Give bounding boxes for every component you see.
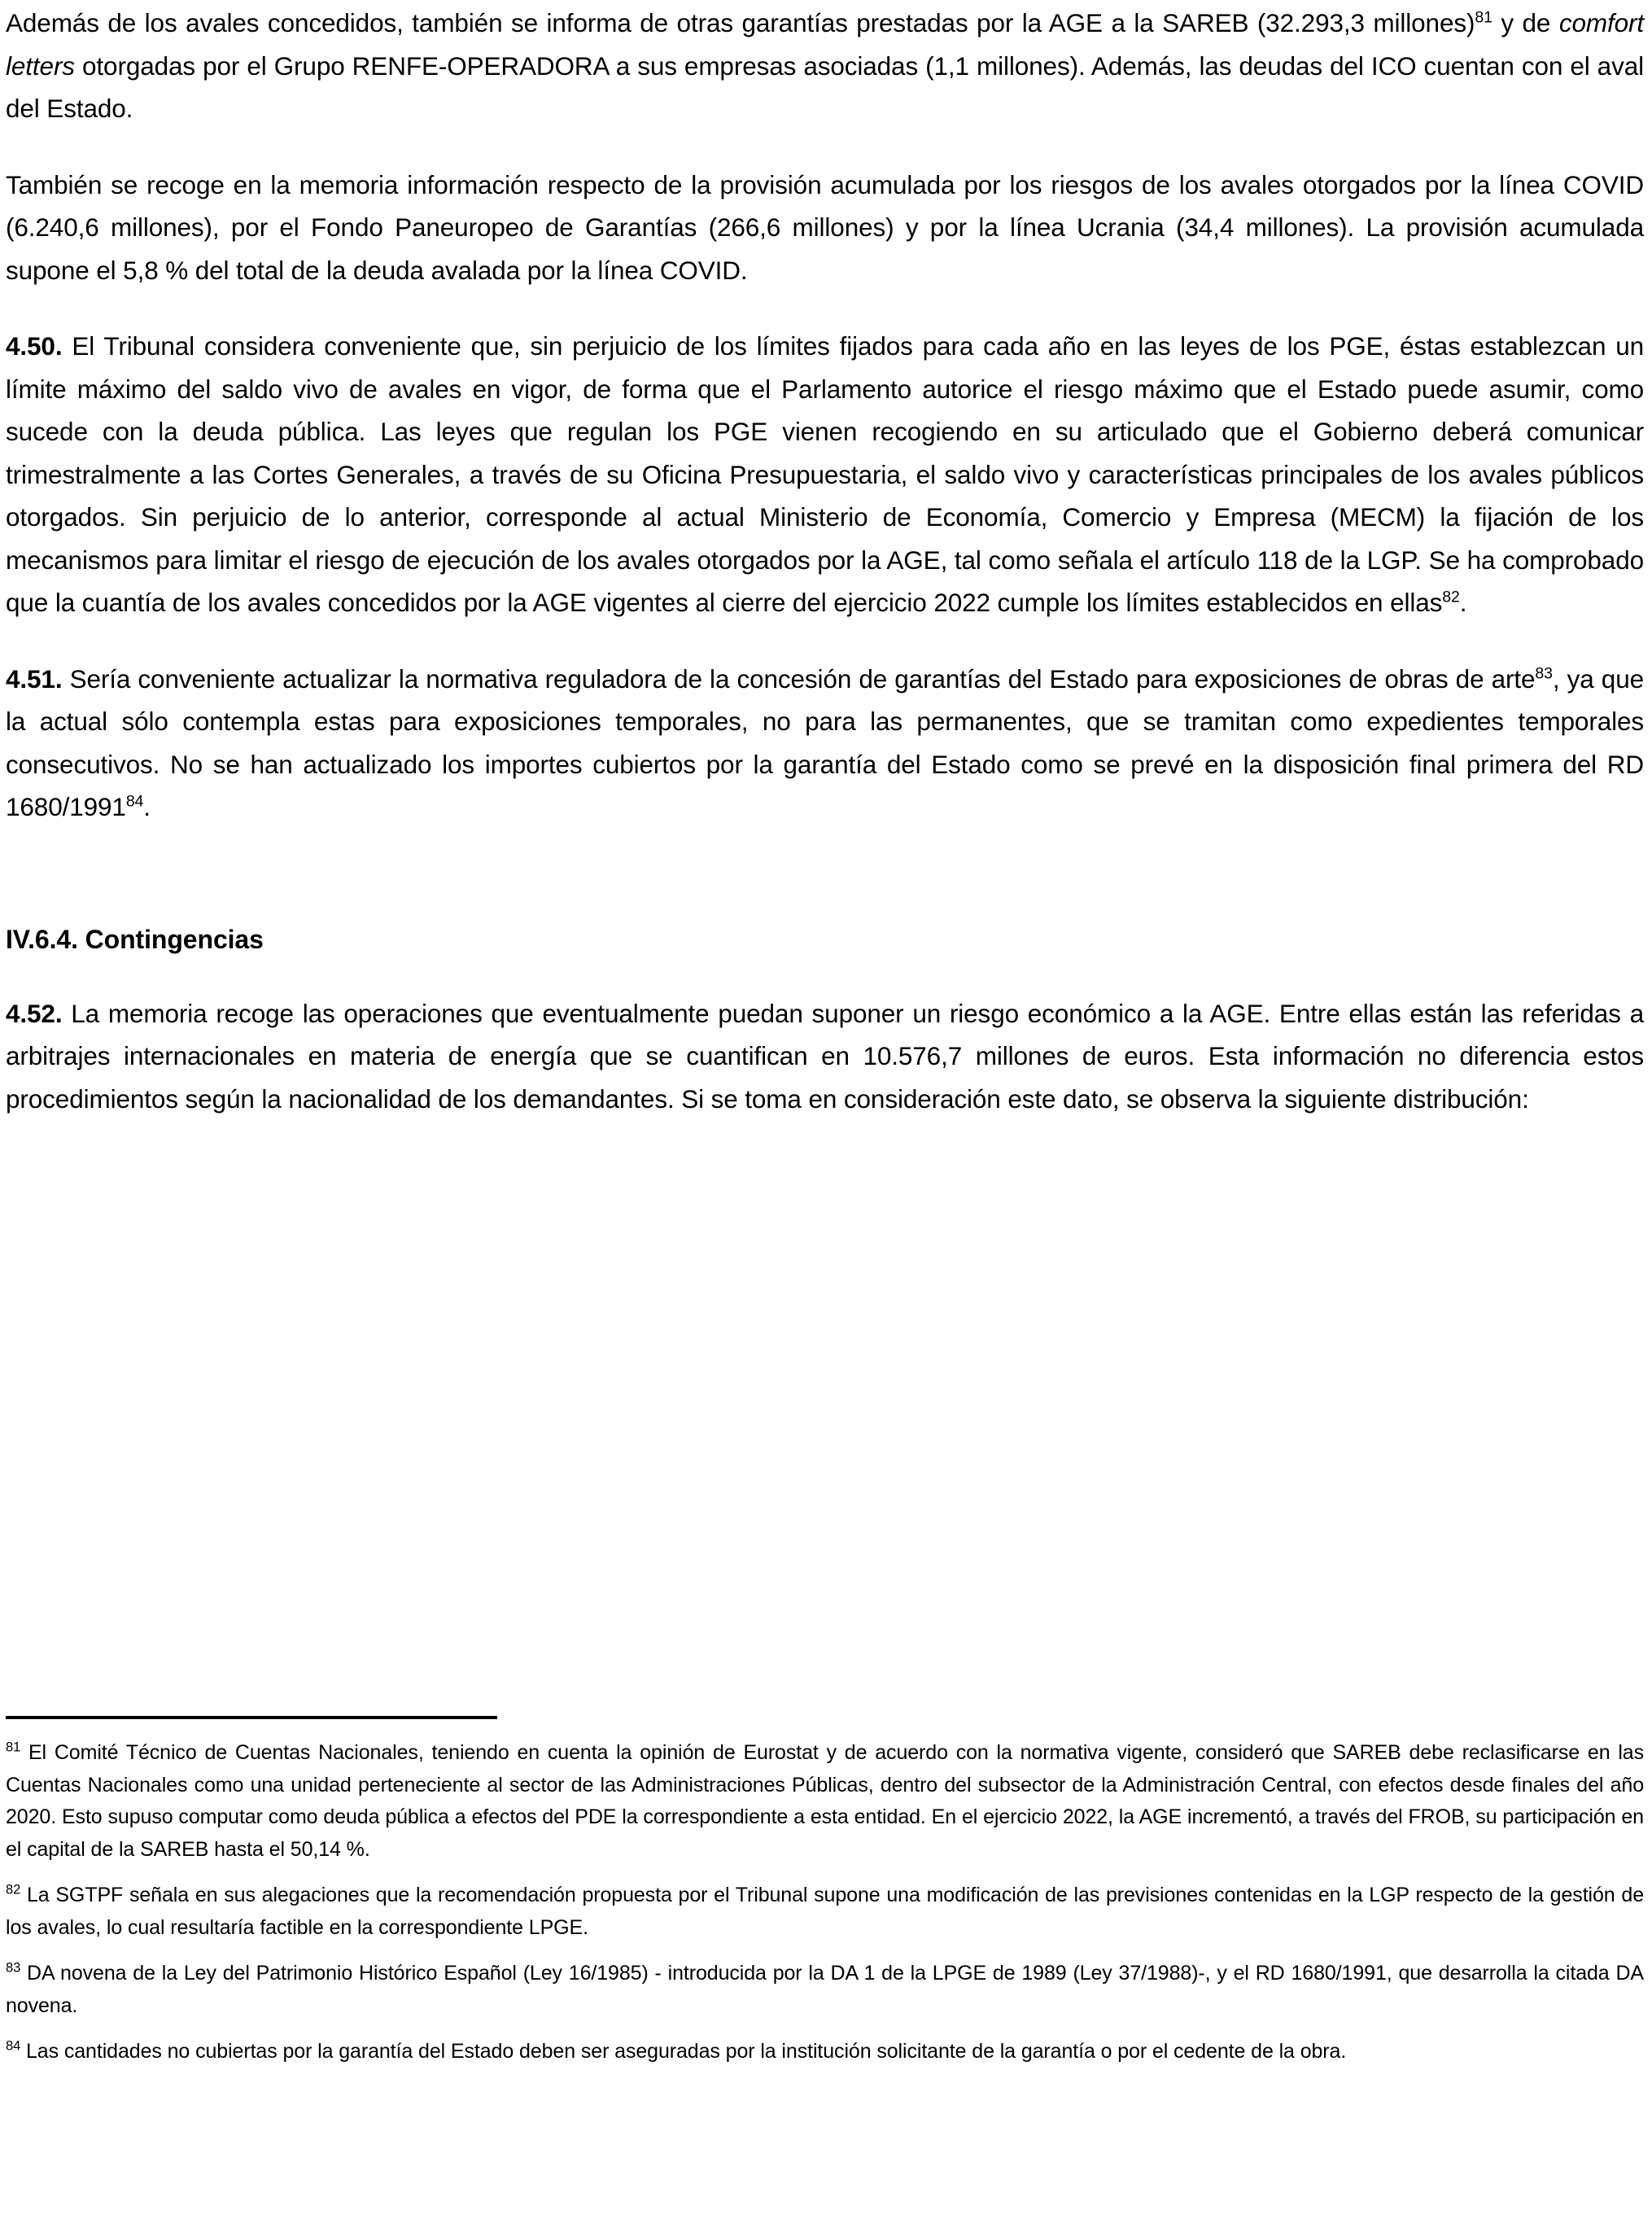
- footnote-text-83: DA novena de la Ley del Patrimonio Histórico Español (Ley 16/1985) - introducida por la DA 1 de la LPGE de 1989 (Ley 37/1988)-, y el RD 1680/1991, que desarrolla la citada DA novena.: [6, 1962, 1644, 2017]
- paragraph-4-52: 4.52. La memoria recoge las operaciones que eventualmente puedan suponer un riesgo económico a la AGE. Entre ellas están las referidas a arbitrajes internacionales en materia de energía que se cuantifican en 10.576,7 millones de euros. Esta información no diferencia estos procedimientos según la nacionalidad de los demandantes. Si se toma en consideración este dato, se observa la siguiente distribución:: [6, 998, 1644, 1114]
- footnote-83: [6, 1958, 1644, 2022]
- footnote-text-84: Las cantidades no cubiertas por la garantía del Estado deben ser aseguradas por la institución solicitante de la garantía o por el cedente de la obra.: [20, 2040, 1347, 2063]
- footnote-81: [6, 1737, 1644, 1866]
- paragraph-number: 4.50.: [6, 331, 63, 361]
- footnote-text-81: El Comité Técnico de Cuentas Nacionales, teniendo en cuenta la opinión de Eurostat y de acuerdo con la normativa vigente, consideró que SAREB debe reclasificarse en las Cuentas Nacionales como una unidad perteneciente al sector de las Administraciones Públicas, dentro del subsector de la Administración Central, con efectos desde finales del año 2020. Esto supuso computar como deuda pública a efectos del PDE la correspondiente a esta entidad. En el ejercicio 2022, la AGE incrementó, a través del FROB, su participación en el capital de la SAREB hasta el 50,14 %.: [6, 1741, 1644, 1861]
- section-heading-contingencias: IV.6.4. Contingencias: [6, 924, 264, 954]
- italic-term: comfort letters: [6, 8, 1644, 81]
- paragraph-4-51: 4.51. Sería conveniente actualizar la normativa reguladora de la concesión de garantías del Estado para exposiciones de obras de arte$^{83}$, ya que la actual sólo contempla estas para exposiciones temporales, no para las permanentes, que se tramitan como expedientes temporales consecutivos. No se han actualizado los importes cubiertos por la garantía del Estado como se prevé en la disposición final primera del RD 1680/1991$^{84}$.: [6, 663, 1644, 821]
- footnote-reference-82[interactable]: 82: [1442, 588, 1460, 606]
- paragraph-provision-acumulada: También se recoge en la memoria información respecto de la provisión acumulada por los riesgos de los avales otorgados por la línea COVID (6.240,6 millones), por el Fondo Paneuropeo de Garantías (266,6 millones) y por la línea Ucrania (34,4 millones). La provisión acumulada supone el 5,8 % del total de la deuda avalada por la línea COVID.: [6, 169, 1644, 285]
- footnote-number-84: 84: [6, 2038, 21, 2054]
- footnote-reference-83[interactable]: 83: [1535, 664, 1553, 682]
- footnote-82: [6, 1880, 1644, 1944]
- paragraph-number: 4.52.: [6, 998, 63, 1028]
- heading-spacer: [6, 862, 1644, 919]
- footnote-separator-rule: [6, 1716, 497, 1719]
- footnote-area: [6, 1716, 1644, 2068]
- footnote-reference-81[interactable]: 81: [1475, 8, 1492, 27]
- footnote-text-82: La SGTPF señala en sus alegaciones que la recomendación propuesta por el Tribunal supone una modificación de las previsiones contenidas en la LGP respecto de la gestión de los avales, lo cual resultaría factible en la correspondiente LPGE.: [6, 1884, 1644, 1939]
- footnote-list: [6, 1737, 1644, 2068]
- footnote-number-83: 83: [6, 1960, 21, 1976]
- paragraph-number: 4.51.: [6, 663, 63, 694]
- paragraph-4-50: 4.50. El Tribunal considera conveniente que, sin perjuicio de los límites fijados para cada año en las leyes de los PGE, éstas establezcan un límite máximo del saldo vivo de avales en vigor, de forma que el Parlamento autorice el riesgo máximo que el Estado puede asumir, como sucede con la deuda pública. Las leyes que regulan los PGE vienen recogiendo en su articulado que el Gobierno deberá comunicar trimestralmente a las Cortes Generales, a través de su Oficina Presupuestaria, el saldo vivo y características principales de los avales públicos otorgados. Sin perjuicio de lo anterior, corresponde al actual Ministerio de Economía, Comercio y Empresa (MECM) la fijación de los mecanismos para limitar el riesgo de ejecución de los avales otorgados por la AGE, tal como señala el artículo 118 de la LGP. Se ha comprobado que la cuantía de los avales concedidos por la AGE vigentes al cierre del ejercicio 2022 cumple los límites establecidos en ellas$^{82}$.: [6, 331, 1644, 617]
- footnote-reference-84[interactable]: 84: [125, 792, 144, 811]
- paragraph-avales-otras-garantias: Además de los avales concedidos, también se informa de otras garantías prestadas por la AGE a la SAREB (32.293,3 millones)$^{81}$ y de comfort letters otorgadas por el Grupo RENFE-OPERADORA a sus empresas asociadas (1,1 millones). Además, las deudas del ICO cuentan con el aval del Estado.: [6, 8, 1644, 123]
- footnote-84: [6, 2036, 1644, 2068]
- footnote-number-81: 81: [6, 1740, 21, 1755]
- footnote-number-82: 82: [6, 1882, 21, 1897]
- document-body: [6, 0, 1644, 1120]
